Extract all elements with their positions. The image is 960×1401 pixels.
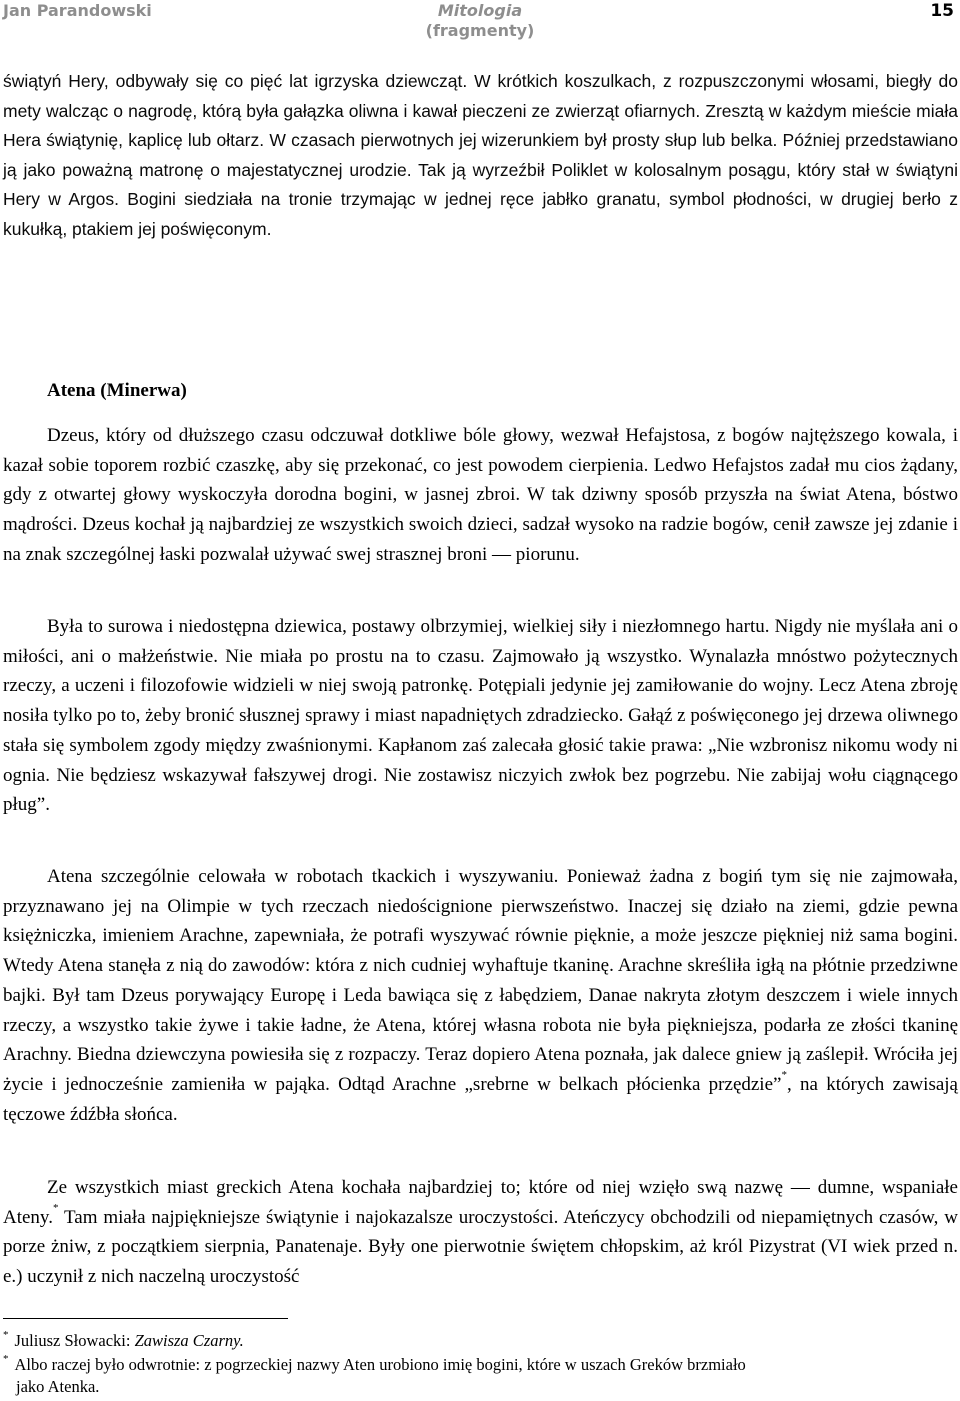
section-heading-atena: Atena (Minerwa): [47, 380, 187, 401]
athens-text-b: Tam miała najpiękniejsze świątynie i najokazalsze uroczystości. Ateńczycy obchodzili od niepamiętnych czasów, w porze żniw, z początkiem sierpnia, Panatenaje. Były one pierwotnie świętem chłopskim, aż król Pizystrat (VI wiek przed n. e.) uczynił z nich naczelną uroczystość: [3, 1206, 958, 1288]
footnote-2: [3, 1354, 953, 1398]
header-author: Jan Parandowski: [3, 1, 152, 20]
footnote-2-line1: Albo raczej było odwrotnie: z pogrzeckiej nazwy Aten urobiono imię bogini, które w uszach Greków brzmiało: [14, 1355, 746, 1374]
header-title-sub: (fragmenty): [425, 21, 535, 40]
paragraph-atena-character: Była to surowa i niedostępna dziewica, postawy olbrzymiej, wielkiej siły i niezłomnego hartu. Nigdy nie myślała ani o miłości, ani o małżeństwie. Nie miała po prostu na to czasu. Zajmowało ją wszystko. Wynalazła mnóstwo pożytecznych rzeczy, a uczeni i filozofowie widzieli w niej swoją patronkę. Potępiali jedynie jej zamiłowanie do wojny. Lecz Atena zbroję nosiła tylko po to, żeby bronić słusznej sprawy i miast napadniętych zdradziecko. Gałąź z poświęconego jej drzewa oliwnego stała się symbolem zgody między zwaśnionymi. Kapłanom zaś zalecała głosić takie prawa: „Nie wzbronisz nikomu wody ni ognia. Nie będziesz wskazywał fałszywej drogi. Nie zostawisz niczyich zwłok bez pogrzebu. Nie zabijaj wołu ciągnącego pług”.: [3, 616, 958, 816]
paragraph-hera-end: świątyń Hery, odbywały się co pięć lat igrzyska dziewcząt. W krótkich koszulkach, z rozpuszczonymi włosami, biegły do mety walcząc o nagrodę, którą była gałązka oliwna i kawał pieczeni ze zwierząt ofiarnych. Zresztą w każdym mieście miała Hera świątynię, kaplicę lub ołtarz. W czasach pierwotnych jej wizerunkiem był prosty słup lub belka. Później przedstawiano ją jako poważną matronę o majestatycznej urodzie. Tak ją wyrzeźbił Poliklet w kolosalnym posągu, który stał w świątyni Hery w Argos. Bogini siedziała na tronie trzymając w jednej ręce jabłko granatu, symbol płodności, w drugiej berło z kukułką, ptakiem jej poświęconym.: [3, 71, 958, 239]
athens-text-a: Ze wszystkich miast greckich Atena kochała najbardziej to; które od niej wzięło swą nazwę — dumne, wspaniałe Ateny.: [3, 1177, 958, 1228]
footnote-1: [3, 1330, 953, 1352]
footnote-ref-2: *: [52, 1201, 59, 1214]
arachne-text: Atena szczególnie celowała w robotach tkackich i wyszywaniu. Ponieważ żadna z bogiń tym się nie zajmowała, przyznawano jej na Olimpie w tych rzeczach niedoścignione pierwszeństwo. Inaczej się działo na ziemi, gdzie pewna księżniczka, imieniem Arachne, zapewniała, że potrafi wyszywać równie pięknie, a może jeszcze piękniej niż sama bogini. Wtedy Atena stanęła z nią do zawodów: która z nich cudniej wyhaftuje tkaninę. Arachne skreśliła igłą na płótnie przedziwne bajki. Był tam Dzeus porywający Europę i Leda bawiąca się z łabędziem, Danae nakryta złotym deszczem i wiele innych rzeczy, a wszystko takie żywe i takie ładne, że Atena, której własna robota nie była piękniejsza, podarła ze złości tkaninę Arachny. Biedna dziewczyna powiesiła się z rozpaczy. Teraz dopiero Atena poznała, jak dalece gniew ją zaślepił. Wróciła jej życie i jednocześnie zamieniła w pająka. Odtąd Arachne „srebrne w belkach płócienka przędzie”: [3, 866, 958, 1095]
footnote-separator: [3, 1318, 288, 1319]
arachne-text-tail: , na których zawisają tęczowe źdźbła słońca.: [3, 1073, 958, 1125]
header-title: [0, 1, 960, 41]
paragraph-atena-arachne: [3, 862, 958, 1129]
footnote-marker-1: *: [3, 1329, 9, 1341]
footnote-marker-2: *: [3, 1353, 9, 1365]
footnote-2-line2: jako Atenka.: [16, 1377, 100, 1396]
header-title-main: Mitologia: [437, 1, 523, 20]
page-number: 15: [930, 1, 954, 21]
footnote-1-text: Juliusz Słowacki:: [14, 1331, 135, 1350]
footnote-ref-1: *: [781, 1068, 787, 1081]
paragraph-atena-athens: [3, 1173, 958, 1292]
footnote-1-title: Zawisza Czarny.: [134, 1331, 244, 1350]
paragraph-atena-birth: Dzeus, który od dłuższego czasu odczuwał dotkliwe bóle głowy, wezwał Hefajstosa, z bogów najtęższego kowala, i kazał sobie toporem rozbić czaszkę, aby się przekonać, co jest powodem cierpienia. Ledwo Hefajstos zadał mu cios żądany, gdy z otwartej głowy wyskoczyła dorodna bogini, w jasnej zbroi. W tak dziwny sposób przyszła na świat Atena, bóstwo mądrości. Dzeus kochał ją najbardziej ze wszystkich swoich dzieci, sadzał wysoko na radzie bogów, cenił zawsze jej zdanie i na znak szczególnej łaski pozwalał używać swej strasznej broni — piorunu.: [3, 425, 958, 565]
